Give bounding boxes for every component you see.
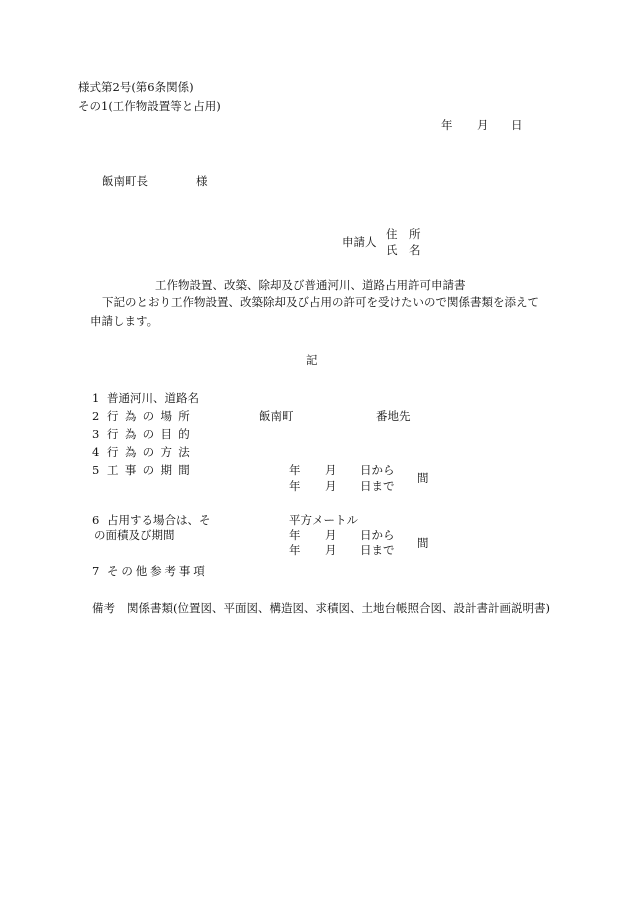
item-7-label: その他参考事項 <box>107 564 208 578</box>
date-month-label: 月 <box>477 118 489 132</box>
addressee-name: 飯南町長 <box>102 174 148 188</box>
item-6-from-month: 月 <box>325 528 337 542</box>
item-6-to-month: 月 <box>325 543 337 557</box>
ki-heading: 記 <box>306 353 318 367</box>
remarks-label: 備考 <box>92 601 115 615</box>
applicant-name-label: 氏 名 <box>386 243 421 257</box>
item-7-number: 7 <box>92 564 100 578</box>
item-6-from-year: 年 <box>289 528 301 542</box>
item-2-suffix: 番地先 <box>376 409 411 423</box>
item-5-from-month: 月 <box>325 463 337 477</box>
item-6-to-day: 日まで <box>360 543 395 557</box>
item-6-area-unit: 平方メートル <box>289 513 358 527</box>
form-number: 様式第2号(第6条関係) <box>78 80 194 94</box>
addressee-honorific: 様 <box>196 174 208 188</box>
item-5-to-year: 年 <box>289 479 301 493</box>
item-1-label: 普通河川、道路名 <box>107 391 199 405</box>
item-4-number: 4 <box>92 445 100 459</box>
form-subtitle: その1(工作物設置等と占用) <box>78 99 221 113</box>
item-3-number: 3 <box>92 427 100 441</box>
item-5-from-day: 日から <box>360 463 395 477</box>
body-line-2: 申請します。 <box>90 314 159 328</box>
item-3-label: 行為の目的 <box>107 427 197 441</box>
item-5-from-year: 年 <box>289 463 301 477</box>
item-6-label-line-1: 占用する場合は、そ <box>107 513 211 527</box>
item-6-to-year: 年 <box>289 543 301 557</box>
item-4-label: 行為の方法 <box>107 445 197 459</box>
item-6-kan: 間 <box>417 536 429 550</box>
date-day-label: 日 <box>511 118 523 132</box>
item-6-number: 6 <box>92 513 100 527</box>
item-5-to-day: 日まで <box>360 479 395 493</box>
item-5-to-month: 月 <box>325 479 337 493</box>
item-6-from-day: 日から <box>360 528 395 542</box>
item-2-label: 行為の場所 <box>107 409 197 423</box>
item-6-label-line-2: の面積及び期間 <box>94 528 175 542</box>
remarks-text: 関係書類(位置図、平面図、構造図、求積図、土地台帳照合図、設計書計画説明書) <box>127 601 550 615</box>
applicant-address-label: 住 所 <box>386 227 421 241</box>
body-line-1: 下記のとおり工作物設置、改築除却及び占用の許可を受けたいので関係書類を添えて <box>102 295 539 309</box>
item-5-number: 5 <box>92 463 100 477</box>
date-year-label: 年 <box>441 118 453 132</box>
document-title: 工作物設置、改築、除却及び普通河川、道路占用許可申請書 <box>155 278 466 292</box>
applicant-label: 申請人 <box>342 235 377 249</box>
item-1-number: 1 <box>92 391 100 405</box>
item-5-kan: 間 <box>417 471 429 485</box>
item-2-number: 2 <box>92 409 100 423</box>
item-5-label: 工事の期間 <box>107 463 197 477</box>
item-2-town: 飯南町 <box>259 409 294 423</box>
